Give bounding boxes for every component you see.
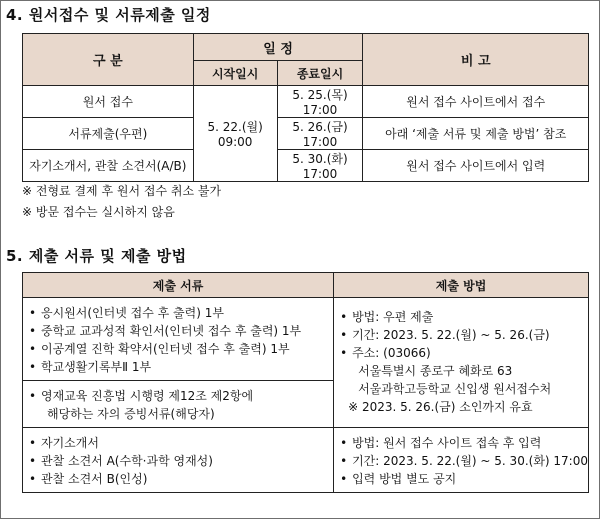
row-remark: 원서 접수 사이트에서 입력 <box>363 150 589 182</box>
note-visit: ※ 방문 접수는 실시하지 않음 <box>22 205 175 219</box>
header-documents: 제출 서류 <box>23 273 334 298</box>
list-item: • 응시원서(인터넷 접수 후 출력) 1부 <box>29 306 224 320</box>
header-start: 시작일시 <box>193 61 277 86</box>
row-remark: 원서 접수 사이트에서 접수 <box>363 86 589 118</box>
list-item: • 관찰 소견서 A(수학·과학 영재성) <box>29 454 213 468</box>
header-category: 구 분 <box>23 34 194 86</box>
list-item: • 기간: 2023. 5. 22.(월) ~ 5. 30.(화) 17:00 <box>340 454 588 468</box>
docs-cell-c <box>23 428 334 493</box>
table-row <box>23 86 589 118</box>
list-item: • 방법: 원서 접수 사이트 접속 후 입력 <box>340 436 542 450</box>
docs-cell-a <box>23 298 334 381</box>
address-line: 서울과학고등학교 신입생 원서접수처 <box>358 382 552 396</box>
list-item: • 영재교육 진흥법 시행령 제12조 제2항에 <box>29 389 254 403</box>
list-item: • 입력 방법 별도 공지 <box>340 472 457 486</box>
row-category: 원서 접수 <box>23 86 194 118</box>
row-category: 서류제출(우편) <box>23 118 194 150</box>
table-row <box>23 118 589 150</box>
address-line: 서울특별시 종로구 혜화로 63 <box>358 364 513 378</box>
list-item: • 이공계열 진학 확약서(인터넷 접수 후 출력) 1부 <box>29 342 290 356</box>
header-method: 제출 방법 <box>334 273 589 298</box>
list-item: • 기간: 2023. 5. 22.(월) ~ 5. 26.(금) <box>340 328 550 342</box>
row-end: 5. 25.(목) 17:00 <box>277 86 363 118</box>
row-remark: 아래 ‘제출 서류 및 제출 방법’ 참조 <box>363 118 589 150</box>
list-item: • 자기소개서 <box>29 436 99 450</box>
list-item: • 관찰 소견서 B(인성) <box>29 472 148 486</box>
section-4-title: 4. 원서접수 및 서류제출 일정 <box>6 6 211 24</box>
note-fee: ※ 전형료 결제 후 원서 접수 취소 불가 <box>22 184 222 198</box>
list-item: • 중학교 교과성적 확인서(인터넷 접수 후 출력) 1부 <box>29 324 302 338</box>
docs-cell-b <box>23 381 334 428</box>
shared-start-time: 5. 22.(월) 09:00 <box>193 86 277 182</box>
method-cell-mail <box>334 298 589 428</box>
postmark-note: ※ 2023. 5. 26.(금) 소인까지 유효 <box>348 400 533 414</box>
row-end: 5. 30.(화) 17:00 <box>277 150 363 182</box>
list-item-cont: 해당하는 자의 증빙서류(해당자) <box>47 407 215 421</box>
header-schedule: 일 정 <box>193 34 363 61</box>
table-row <box>23 150 589 182</box>
method-cell-online <box>334 428 589 493</box>
header-end: 종료일시 <box>277 61 363 86</box>
row-category: 자기소개서, 관찰 소견서(A/B) <box>23 150 194 182</box>
list-item: • 학교생활기록부Ⅱ 1부 <box>29 360 152 374</box>
list-item: • 주소: (03066) <box>340 346 431 360</box>
list-item: • 방법: 우편 제출 <box>340 310 434 324</box>
section-5-title: 5. 제출 서류 및 제출 방법 <box>6 247 187 265</box>
row-end: 5. 26.(금) 17:00 <box>277 118 363 150</box>
submission-table <box>22 272 589 493</box>
schedule-table <box>22 33 589 182</box>
header-remarks: 비 고 <box>363 34 589 86</box>
